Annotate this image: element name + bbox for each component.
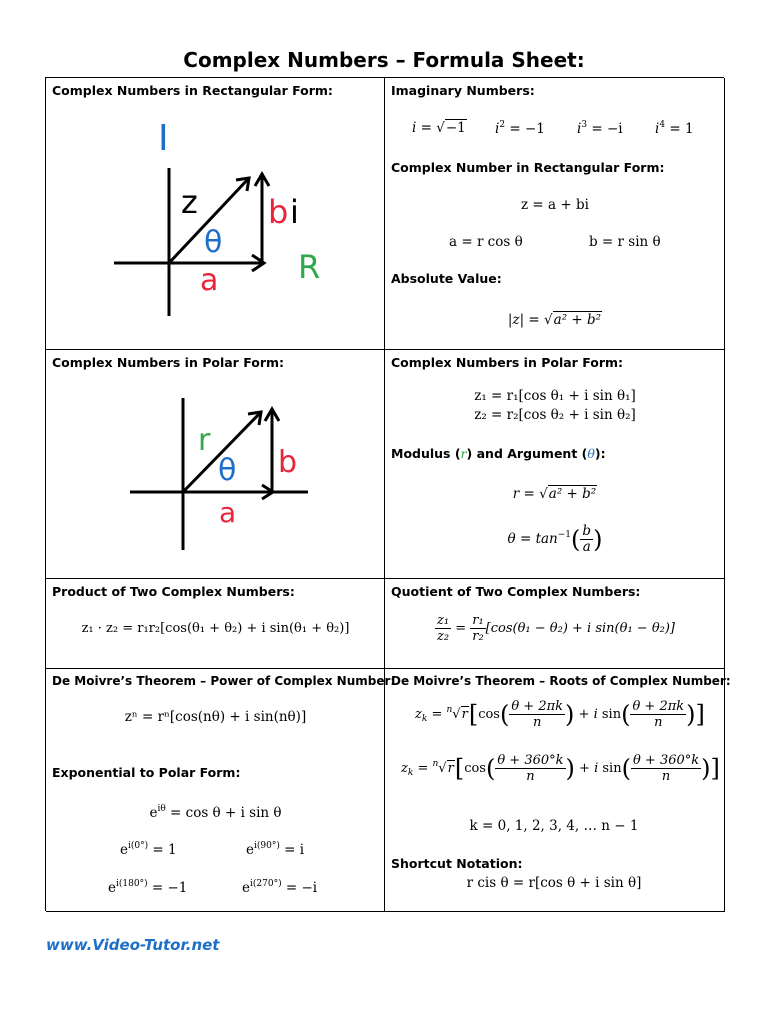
exponential-heading: Exponential to Polar Form: [52, 765, 241, 780]
polar-theta-label: θ [218, 453, 237, 488]
i-cubed: $i^3 = -i$ [577, 120, 623, 137]
e-0-equation: $e^{i(0^\circ)} = 1$ [120, 841, 177, 858]
z-equation: z = a + bi [521, 197, 589, 213]
euler-equation: $e^{i\theta} = \cos \theta + i$ sin θ [149, 804, 282, 821]
shortcut-heading: Shortcut Notation: [391, 856, 523, 871]
product-equation: z₁ · z₂ = r₁r₂[cos(θ₁ + θ₂) + i sin(θ₁ + θ₂)] [81, 621, 350, 636]
roots-degree-equation: $z_k = ^n√r[\cos$( $\frac{\theta + 360^\circ k}{n}$ ) + i sin( $\frac{\theta + 360^\circ k}{n}$ )] [401, 753, 720, 784]
cell-quotient [385, 579, 725, 669]
z2-polar-equation: z₂ = r₂[cos θ₂ + i sin θ₂] [474, 407, 636, 423]
page-title: Complex Numbers – Formula Sheet: [183, 48, 585, 72]
b-label: b [268, 193, 289, 231]
rect-form-heading: Complex Number in Rectangular Form: [391, 160, 665, 175]
polar-heading: Complex Numbers in Polar Form: [391, 355, 624, 370]
roots-radian-equation: $z_k = ^n√r[\cos$( $\frac{\theta + 2\pi k}{n}$ ) + i sin( $\frac{\theta + 2\pi k}{n}$ )] [415, 699, 705, 730]
a-equation: a = r cos θ [449, 234, 523, 250]
power-equation: zⁿ = rⁿ[cos(nθ) + i sin(nθ)] [124, 709, 307, 725]
quotient-equation: $\frac{\text{z₁}}{\text{z₂}}$ = $\frac{\text{r₁}}{\text{r₂}}$ [cos(θ₁ − θ₂) + i sin(θ₁ − θ₂)] [437, 613, 675, 644]
imaginary-heading: Imaginary Numbers: [391, 83, 535, 98]
rect-diagram-heading: Complex Numbers in Rectangular Form: [52, 83, 333, 98]
abs-heading: Absolute Value: [391, 271, 502, 286]
quotient-heading: Quotient of Two Complex Numbers: [391, 584, 641, 599]
cell-rect-diagram [46, 78, 385, 350]
e-180-equation: $e^{i(180^\circ)} = -1$ [108, 879, 188, 896]
z-label: z [181, 183, 198, 221]
e-90-equation: $e^{i(90^\circ)} = i$ [246, 841, 305, 858]
modulus-argument-heading: Modulus (r) and Argument (θ): [391, 446, 606, 461]
r-label: r [198, 423, 211, 458]
polar-diagram-heading: Complex Numbers in Polar Form: [52, 355, 285, 370]
formula-grid [45, 77, 731, 911]
a-label: a [200, 263, 219, 298]
roots-heading: De Moivre’s Theorem – Roots of Complex Number: [391, 674, 731, 688]
cell-imaginary [385, 78, 725, 350]
z1-polar-equation: z₁ = r₁[cos θ₁ + i sin θ₁] [474, 388, 636, 404]
theta-label: θ [204, 225, 223, 260]
cell-polar-diagram [46, 350, 385, 579]
k-range-equation: k = 0, 1, 2, 3, 4, … n − 1 [469, 818, 639, 834]
e-270-equation: $e^{i(270^\circ)} = -i$ [242, 879, 318, 896]
product-heading: Product of Two Complex Numbers: [52, 584, 295, 599]
polar-b-label: b [278, 445, 298, 480]
argument-equation: $\theta = \tan^{-1}$( $\frac{b}{a}$ ) [507, 523, 603, 555]
cell-polar [385, 350, 725, 579]
i-label: i [290, 193, 299, 231]
real-axis-label: R [298, 248, 321, 286]
polar-diagram [46, 350, 385, 579]
cell-power [46, 669, 396, 912]
i-squared: $i^2 = -1$ [495, 120, 545, 137]
power-heading: De Moivre’s Theorem – Power of Complex Number: [52, 674, 396, 688]
modulus-equation: r = √a² + b² [512, 486, 597, 502]
cell-product [46, 579, 385, 669]
imag-axis-label: I [158, 118, 169, 159]
abs-equation: |z| = √a² + b² [507, 312, 602, 328]
i-fourth: $i^4 = 1$ [655, 120, 694, 137]
rect-diagram [46, 78, 385, 350]
footer-website-link[interactable]: www.Video-Tutor.net [46, 936, 220, 954]
polar-a-label: a [219, 496, 237, 529]
shortcut-equation: r cis θ = r[cos θ + i sin θ] [466, 875, 642, 891]
i-definition: i = √−1 [412, 120, 466, 136]
b-equation: b = r sin θ [589, 234, 661, 250]
